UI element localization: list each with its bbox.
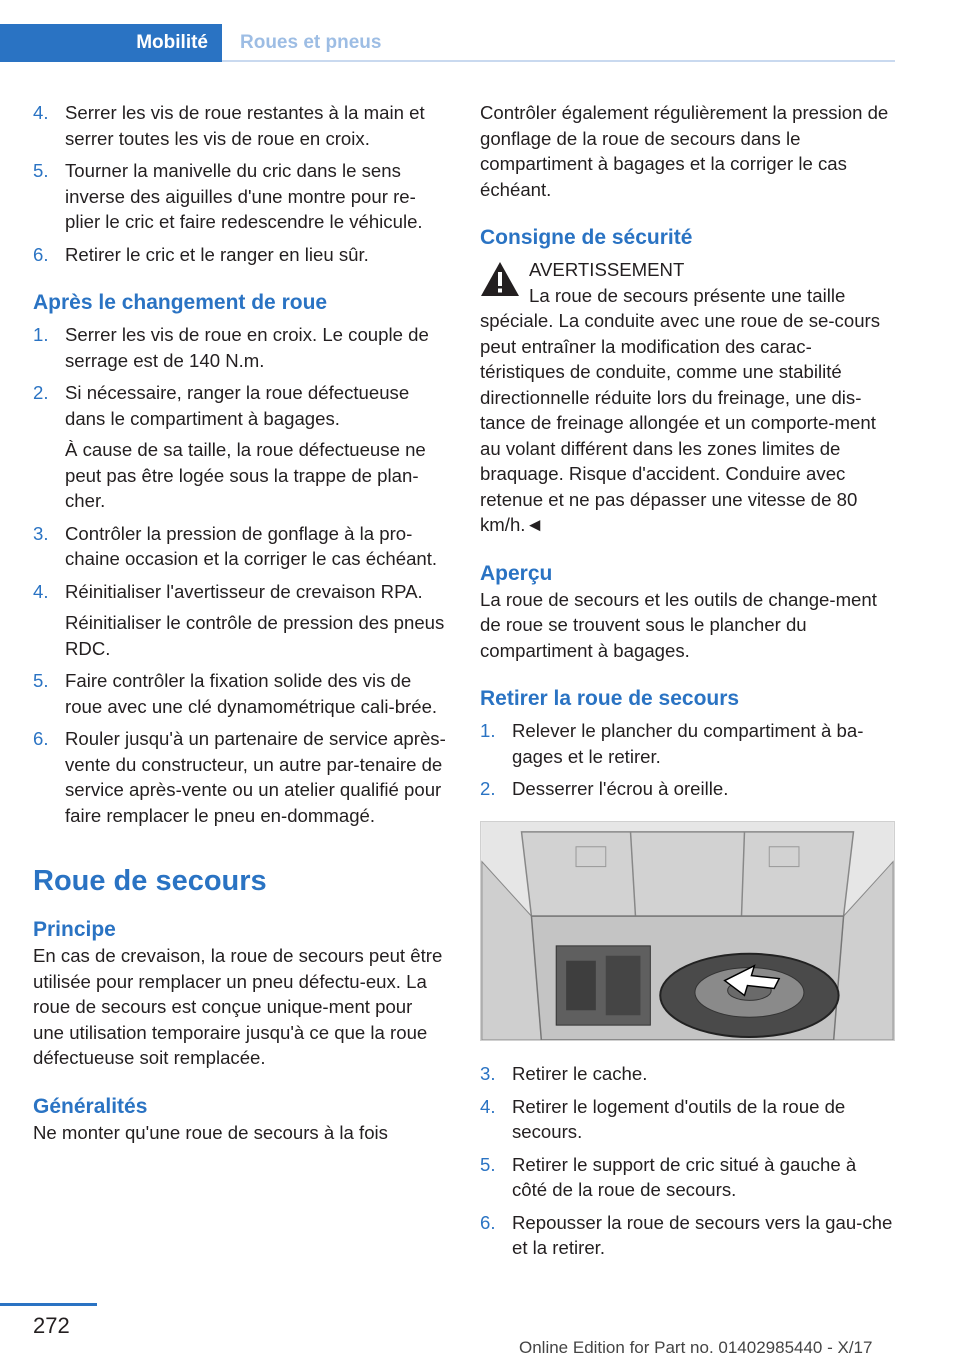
- edition-footer: Online Edition for Part no. 01402985440 - X/17: [519, 1338, 873, 1357]
- list-item: [480, 718, 895, 769]
- step-note: Réinitialiser le contrôle de pression des pneus RDC.: [65, 612, 445, 659]
- page-number: 272: [33, 1313, 70, 1338]
- list-item: [480, 1094, 895, 1145]
- intro-text: Contrôler également régulièrement la pression de gonflage de la roue de secours dans le compartiment à bagages et la corriger le cas échéant.: [480, 102, 889, 200]
- section-title: Roue de secours: [33, 865, 267, 897]
- step-text: Desserrer l'écrou à oreille.: [512, 778, 729, 799]
- list-item: [33, 100, 448, 151]
- heading-apercu: Aperçu: [480, 561, 553, 585]
- step-number: 5.: [33, 160, 49, 181]
- warning-block: [480, 257, 895, 538]
- step-number: 6.: [33, 243, 49, 265]
- step-number: 1.: [480, 720, 496, 741]
- warning-title: AVERTISSEMENT: [529, 259, 685, 280]
- warning-triangle-icon: [480, 261, 520, 297]
- step-text: Contrôler la pression de gonflage à la pro-chaine occasion et la corriger le cas échéant.: [65, 522, 438, 569]
- header-tabbar: [0, 24, 895, 62]
- principe-text: En cas de crevaison, la roue de secours peut être utilisée pour remplacer un pneu défectu-eux. La roue de secours est conçue unique-ment pour une utilisation temporaire jusqu'à ce que la roue défectueuse soit remplacée.: [33, 945, 443, 1068]
- list-item: [33, 521, 448, 572]
- warning-first-line: La roue de secours présente une taille: [529, 284, 846, 306]
- tab-mobilite[interactable]: Mobilité: [0, 24, 222, 62]
- list-item: [33, 158, 448, 235]
- list-item: [480, 1061, 895, 1087]
- step-text: Repousser la roue de secours vers la gau-che et la retirer.: [512, 1211, 893, 1258]
- heading-retirer: Retirer la roue de secours: [480, 687, 740, 710]
- step-text: Retirer le cache.: [512, 1063, 648, 1084]
- warning-text: spéciale. La conduite avec une roue de se-cours peut entraîner la modification des carac-téristiques de conduite, comme une stabilité directionnelle réduite lors du freinage, une dis-tance de freinage allongée et un comporte-ment au volant différent dans les zones limites de braquage. Risque d'accident. Conduire avec retenue et ne pas dépasser une vitesse de 80 km/h.◄: [480, 310, 881, 535]
- step-number: 4.: [480, 1095, 496, 1117]
- steps-list-retirer-b: [480, 1061, 895, 1261]
- step-number: 3.: [33, 522, 49, 544]
- apercu-text: La roue de secours et les outils de change-ment de roue se trouvent sous le plancher du compartiment à bagages.: [480, 588, 877, 661]
- step-number: 5.: [33, 670, 49, 691]
- list-item: [480, 776, 895, 802]
- left-column: [33, 100, 448, 1145]
- heading-generalites: Généralités: [33, 1094, 148, 1118]
- tab-roues-et-pneus[interactable]: Roues et pneus: [222, 24, 895, 60]
- footer-rule: [0, 1303, 97, 1306]
- step-note: À cause de sa taille, la roue défectueuse ne peut pas être logée sous la trappe de plan-cher.: [65, 439, 426, 511]
- step-text: Réinitialiser l'avertisseur de crevaison RPA.: [65, 580, 423, 602]
- list-item: [33, 242, 448, 268]
- list-item: [33, 668, 448, 719]
- list-item: [480, 1152, 895, 1203]
- list-item: [33, 380, 448, 514]
- heading-principe: Principe: [33, 918, 116, 941]
- step-number: 1.: [33, 324, 49, 345]
- step-text: Retirer le cric et le ranger en lieu sûr.: [65, 243, 369, 265]
- step-number: 3.: [480, 1063, 496, 1084]
- step-text: Retirer le logement d'outils de la roue de secours.: [512, 1095, 846, 1142]
- step-text: Rouler jusqu'à un partenaire de service après-vente du constructeur, un autre par-tenaire de service après-vente ou un atelier qualifié pour faire remplacer le pneu en-dommagé.: [65, 728, 446, 826]
- step-number: 6.: [480, 1211, 496, 1233]
- list-item: [33, 322, 448, 373]
- step-number: 4.: [33, 580, 49, 602]
- list-item: [480, 1210, 895, 1261]
- heading-after-change: Après le changement de roue: [33, 291, 328, 314]
- step-text: Serrer les vis de roue en croix. Le couple de serrage est de 140 N.m.: [65, 324, 429, 371]
- step-text: Retirer le support de cric situé à gauche à côté de la roue de secours.: [512, 1153, 857, 1200]
- step-text: Relever le plancher du compartiment à ba-gages et le retirer.: [512, 720, 864, 767]
- trunk-spare-wheel-photo: [480, 821, 895, 1041]
- steps-list-top: [33, 100, 448, 267]
- step-number: 2.: [33, 382, 49, 403]
- list-item: [33, 579, 448, 662]
- generalites-text: Ne monter qu'une roue de secours à la fois: [33, 1121, 388, 1143]
- heading-safety: Consigne de sécurité: [480, 226, 693, 249]
- right-column: [480, 100, 895, 1268]
- step-number: 2.: [480, 778, 496, 799]
- step-text: Si nécessaire, ranger la roue défectueuse dans le compartiment à bagages.: [65, 382, 410, 429]
- steps-list-after: [33, 322, 448, 828]
- step-number: 5.: [480, 1153, 496, 1175]
- list-item: [33, 726, 448, 828]
- step-text: Serrer les vis de roue restantes à la main et serrer toutes les vis de roue en croix.: [65, 102, 425, 149]
- step-text: Tourner la manivelle du cric dans le sens inverse des aiguilles d'une montre pour re-plier le cric et faire redescendre le véhicule.: [65, 160, 423, 232]
- step-number: 4.: [33, 102, 49, 123]
- step-text: Faire contrôler la fixation solide des vis de roue avec une clé dynamométrique cali-brée.: [65, 670, 438, 717]
- step-number: 6.: [33, 728, 49, 749]
- steps-list-retirer-a: [480, 718, 895, 802]
